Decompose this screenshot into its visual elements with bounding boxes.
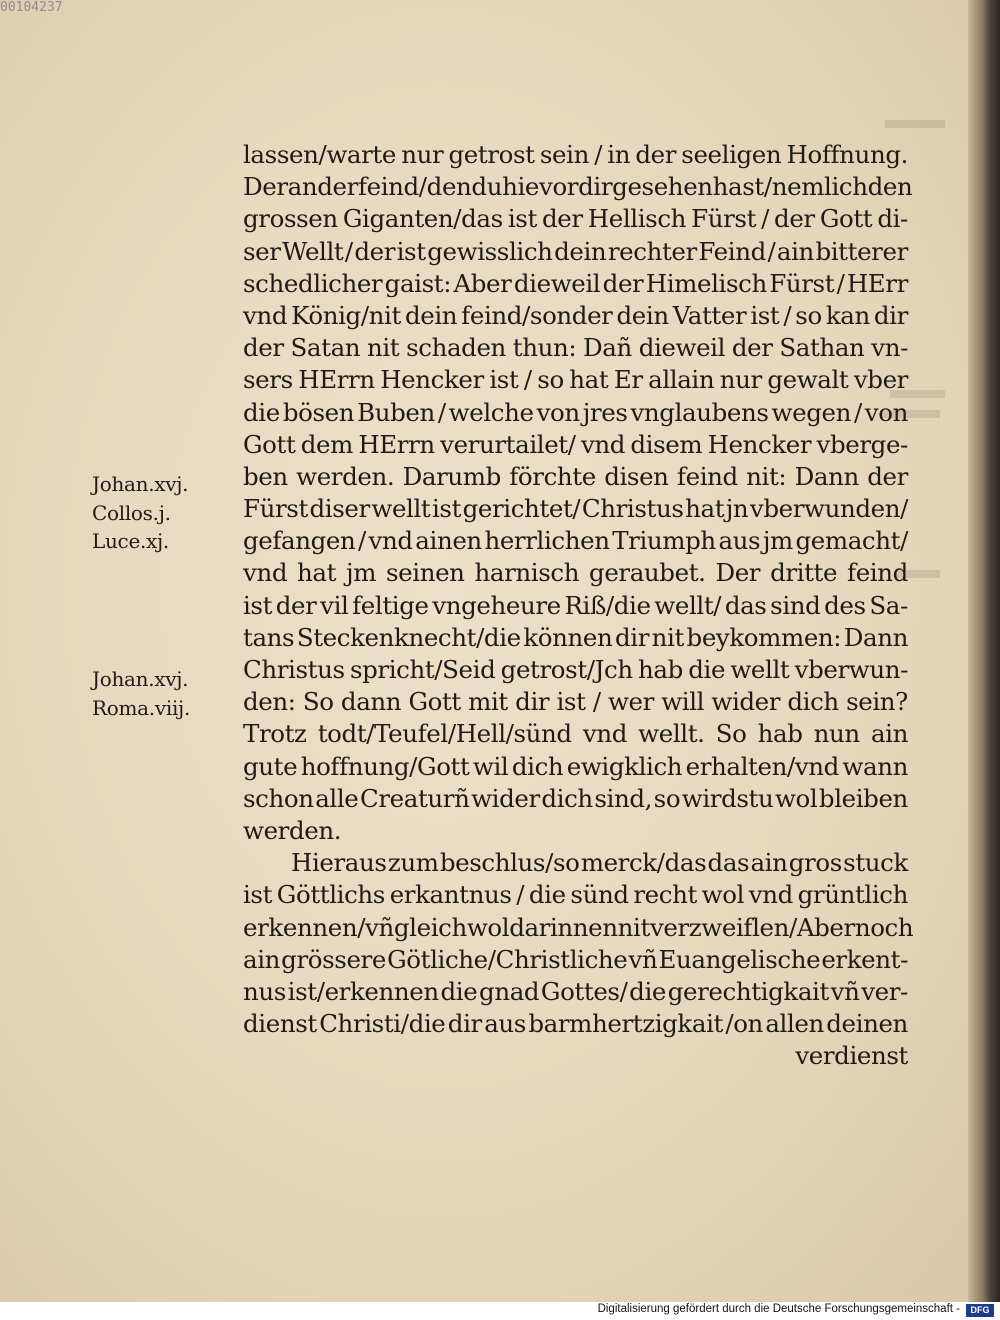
margin-note-line: Johan.xvj. — [92, 472, 189, 496]
text-line: ist der vil feltige vngeheure Riß/die wellt/ das sind des Sa- — [243, 590, 908, 620]
text-line: Gott dem HErrn verurtailet/ vnd disem Hencker vberge- — [243, 429, 908, 459]
text-line: lassen/warte nur getrost sein / in der seeligen Hoffnung. — [243, 140, 908, 169]
text-line: grossen Giganten/das ist der Hellisch Fürst / der Gott di- — [243, 204, 908, 234]
text-line: tans Steckenknecht/die können dir nit beykommen: Dann — [243, 622, 908, 652]
text-line: Christus spricht/Seid getrost/Jch hab die wellt vberwun- — [243, 655, 908, 684]
text-line: gute hoffnung/Gott wil dich ewigklich erhalten/vnd wann — [243, 751, 908, 781]
text-line: den: So dann Gott mit dir ist / wer will wider dich sein? — [243, 687, 908, 717]
text-line: ain grössere Götliche/Christliche vñ Euangelische erkent- — [243, 944, 908, 974]
text-line: ser Wellt / der ist gewisslich dein rechter Feind / ain bitterer — [243, 236, 908, 266]
text-line: Der ander feind/den du hie vor dir gesehen hast/nemlich den — [243, 172, 913, 202]
margin-note-line: Luce.xj. — [92, 529, 169, 553]
text-line: erkennen/vñ gleichwol darinnen nit verzweiflen/Aber noch — [243, 912, 914, 942]
dfg-logo: DFG — [966, 1304, 994, 1317]
text-line: gefangen / vnd ainen herrlichen Triumph aus jm gemacht/ — [243, 526, 908, 556]
text-line: schedlicher gaist: Aber dieweil der Himelisch Fürst / HErr — [243, 268, 908, 298]
margin-note-1 — [92, 470, 188, 556]
margin-note-2 — [92, 665, 190, 722]
text-line: nus ist/erkennen die gnad Gottes/ die gerechtigkait vñ ver- — [243, 976, 908, 1006]
text-line: ben werden. Darumb förchte disen feind nit: Dann der — [243, 461, 908, 491]
page-edge — [968, 0, 1000, 1302]
text-line: Fürst diser wellt ist gerichtet/ Christus hat jn vberwunden/ — [243, 494, 908, 524]
funding-notice: Digitalisierung gefördert durch die Deutsche Forschungsgemeinschaft - — [597, 1303, 960, 1315]
text-line: vnd hat jm seinen harnisch geraubet. Der dritte feind — [243, 558, 908, 588]
text-line: Trotz todt/Teufel/Hell/sünd vnd wellt. So hab nun ain — [243, 719, 908, 749]
text-line: schon alle Creaturñ wider dich sind, so wirdstu wol bleiben — [243, 783, 908, 813]
margin-note-line: Collos.j. — [92, 500, 171, 525]
text-line: der Satan nit schaden thun: Dañ dieweil der Sathan vn- — [243, 333, 908, 363]
footer-bar — [0, 1302, 1000, 1320]
text-line: ist Göttlichs erkantnus / die sünd recht wol vnd grüntlich — [243, 880, 908, 910]
margin-note-line: Roma.viij. — [92, 695, 190, 720]
library-stamp: 00104237 — [0, 0, 63, 15]
catchword: verdienst — [795, 1041, 908, 1071]
main-text-block — [243, 139, 914, 1072]
text-line: dienst Christi/die dir aus barmhertzigkait /on allen deinen — [243, 1009, 908, 1039]
text-line: die bösen Buben / welche von jres vnglaubens wegen / von — [243, 397, 908, 427]
text-line: sers HErrn Hencker ist / so hat Er allain nur gewalt vber — [243, 365, 908, 395]
text-line: vnd König/nit dein feind/sonder dein Vatter ist / so kan dir — [243, 300, 908, 330]
text-line: werden. — [243, 815, 342, 845]
margin-note-line: Johan.xvj. — [92, 667, 189, 691]
text-line: Hieraus zum beschlus/so merck/das das ain gros stuck — [291, 848, 908, 878]
